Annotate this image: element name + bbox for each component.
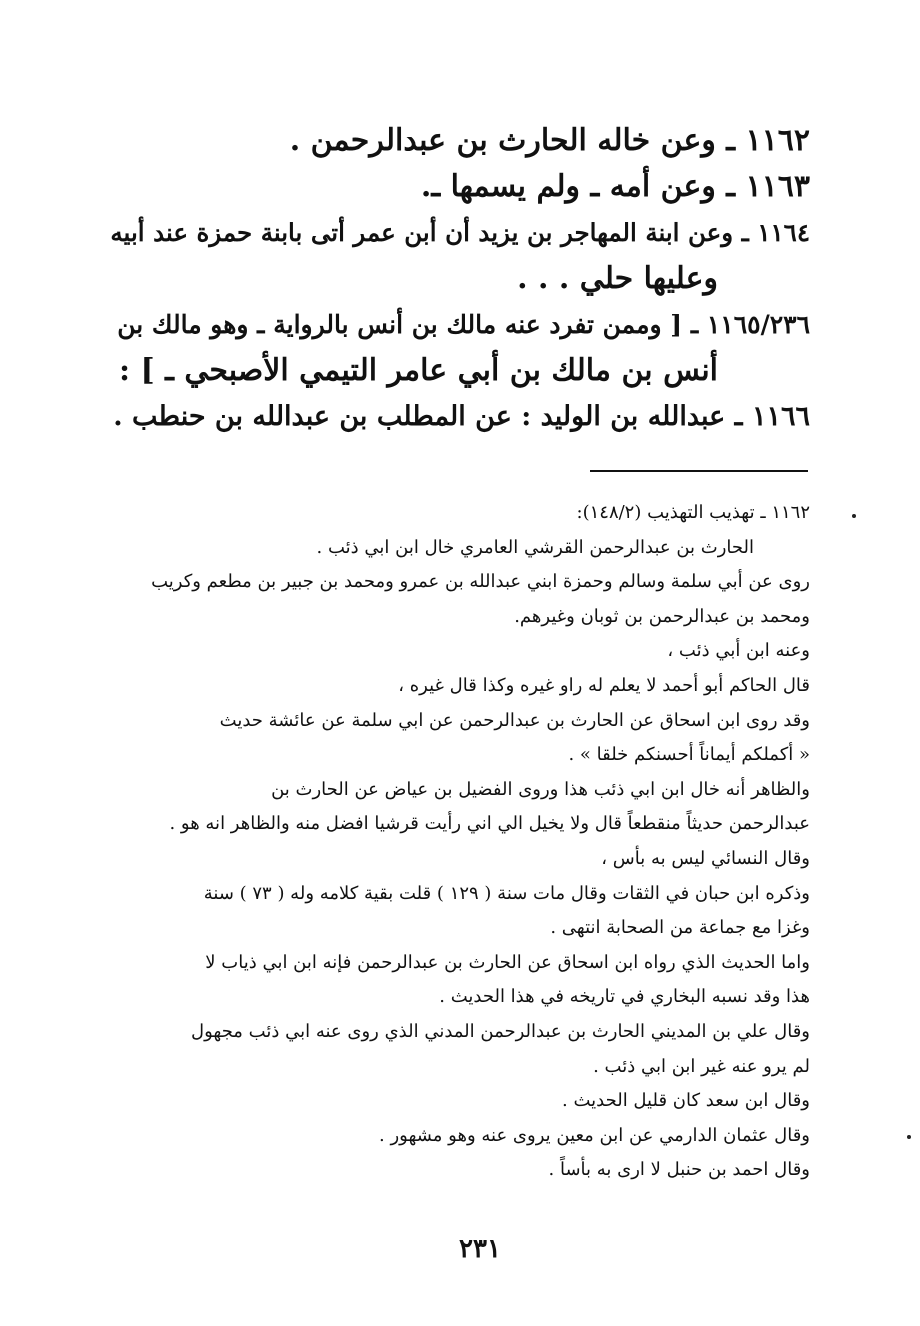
footnote-line: هذا وقد نسبه البخاري في تاريخه في هذا الحديث . <box>439 986 810 1008</box>
footnote-line: واما الحديث الذي رواه ابن اسحاق عن الحارث بن عبدالرحمن فإنه ابن ابي ذياب لا <box>205 951 810 973</box>
footnote-line: ومحمد بن عبدالرحمن بن ثوبان وغيرهم. <box>514 605 810 627</box>
entry-1166: ١١٦٦ ـ عبدالله بن الوليد : عن المطلب بن عبدالله بن حنطب . <box>113 401 810 432</box>
footnote-line: وعنه ابن أبي ذئب ، <box>667 640 810 662</box>
footnote-line: الحارث بن عبدالرحمن القرشي العامري خال ابن ابي ذئب . <box>316 536 754 558</box>
page-number: ٢٣١ <box>459 1234 501 1264</box>
footnote-line: لم يرو عنه غير ابن ابي ذئب . <box>593 1055 810 1077</box>
footnote-heading: ١١٦٢ ـ تهذيب التهذيب (١٤٨/٢): <box>576 502 810 523</box>
footnote-line: وذكره ابن حبان في الثقات وقال مات سنة ( ١٢٩ ) قلت بقية كلامه وله ( ٧٣ ) سنة <box>203 882 810 904</box>
footnote-line: قال الحاكم أبو أحمد لا يعلم له راو غيره وكذا قال غيره ، <box>398 674 810 696</box>
footnote-line: « أكملكم أيماناً أحسنكم خلقا » . <box>568 744 810 766</box>
footnote-line: وقال النسائي ليس به بأس ، <box>601 847 810 869</box>
footnote-line: روى عن أبي سلمة وسالم وحمزة ابني عبدالله بن عمرو ومحمد بن جبير بن مطعم وكريب <box>151 571 810 593</box>
entry-1164-continuation: وعليها حلي . . . <box>517 261 718 296</box>
entry-1165: ١١٦٥/٢٣٦ ـ [ وممن تفرد عنه مالك بن أنس بالرواية ـ وهو مالك بن <box>117 310 810 339</box>
main-text <box>105 118 810 440</box>
entry-1165-continuation: أنس بن مالك بن أبي عامر التيمي الأصبحي ـ ] : <box>118 353 718 388</box>
footnote-line: والظاهر أنه خال ابن ابي ذئب هذا وروى الفضيل بن عياض عن الحارث بن <box>271 778 810 800</box>
footnote-separator <box>590 470 808 472</box>
entry-1163: ١١٦٣ ـ وعن أمه ـ ولم يسمها ـ. <box>420 169 810 204</box>
scan-speck <box>852 514 856 518</box>
entry-1162: ١١٦٢ ـ وعن خاله الحارث بن عبدالرحمن . <box>289 123 810 158</box>
footnote-line: وقال ابن سعد كان قليل الحديث . <box>562 1090 810 1112</box>
entry-1164: ١١٦٤ ـ وعن ابنة المهاجر بن يزيد أن أبن عمر أتى بابنة حمزة عند أبيه <box>110 218 810 247</box>
footnote-line: وقال علي بن المديني الحارث بن عبدالرحمن المدني الذي روى عنه ابي ذئب مجهول <box>191 1020 810 1042</box>
footnote-line: وغزا مع جماعة من الصحابة انتهى . <box>550 917 810 939</box>
footnote-line: وقال عثمان الدارمي عن ابن معين يروى عنه وهو مشهور . <box>379 1124 810 1146</box>
footnote-line: وقد روى ابن اسحاق عن الحارث بن عبدالرحمن عن ابي سلمة عن عائشة حديث <box>219 709 810 731</box>
footnote-line: عبدالرحمن حديثاً منقطعاً قال ولا يخيل الي اني رأيت قرشيا افضل منه والظاهر انه هو . <box>169 813 810 835</box>
footnote-section <box>110 496 810 1188</box>
footnote-line: وقال احمد بن حنبل لا ارى به بأساً . <box>548 1159 810 1181</box>
scan-speck <box>907 1135 911 1139</box>
